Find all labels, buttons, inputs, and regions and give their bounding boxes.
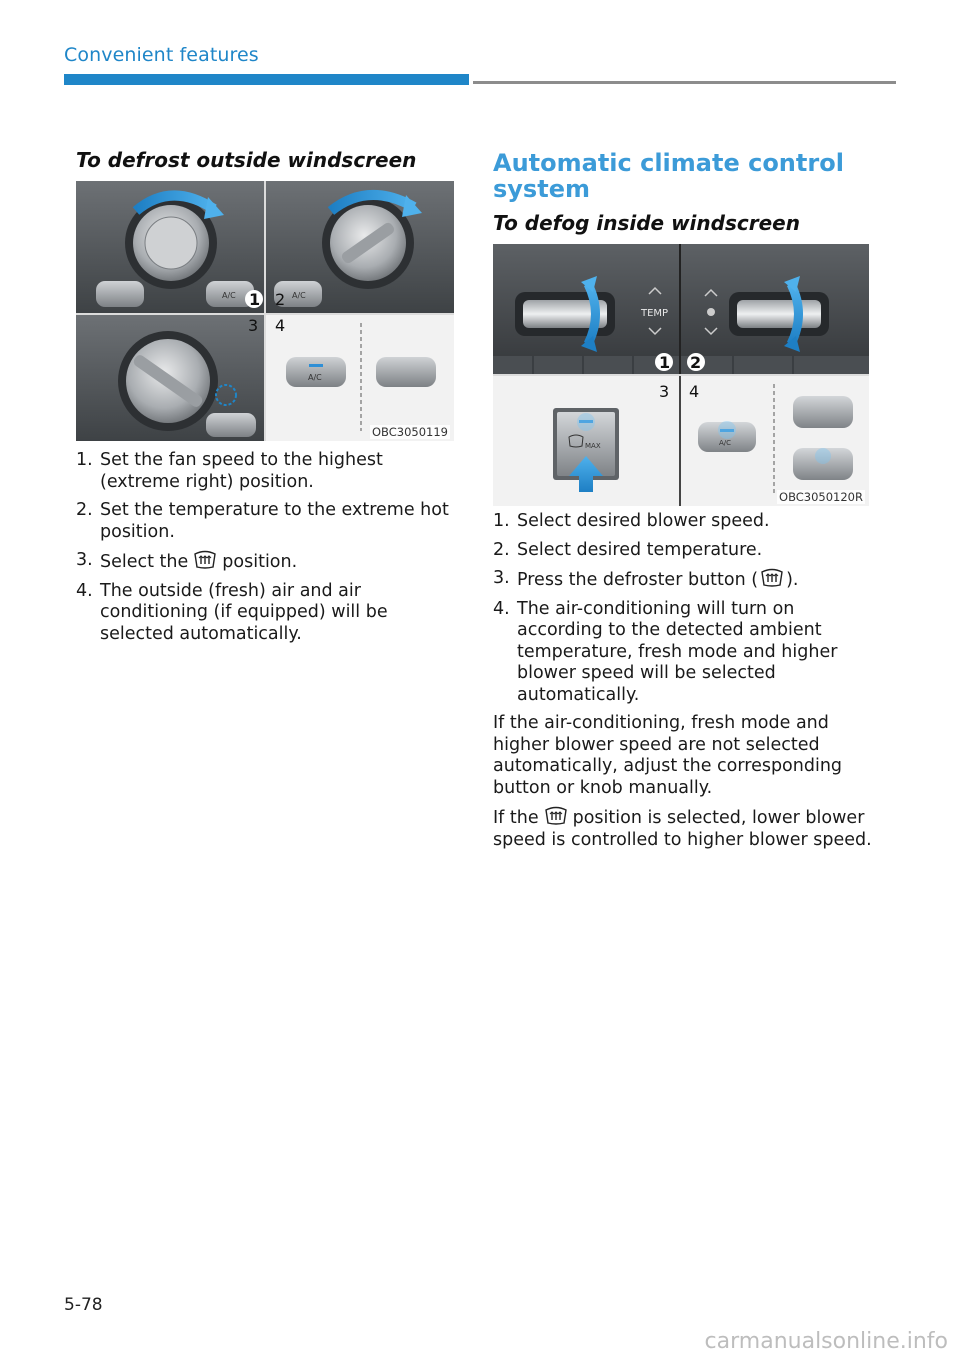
defrost-icon	[543, 806, 569, 826]
right-step-4	[493, 599, 873, 707]
right-paragraph-2-post: position is selected, lower blower speed is controlled to higher blower speed.	[493, 808, 872, 850]
left-step-1-num: 1.	[76, 450, 93, 470]
left-steps-list	[76, 450, 456, 652]
right-step-4-num: 4.	[493, 598, 510, 619]
right-subheading: To defog inside windscreen	[493, 211, 800, 235]
left-fig-ac-label-3: A/C	[308, 373, 322, 382]
left-fig-callout-2: 2	[275, 290, 286, 309]
left-fig-ac-label-2: A/C	[292, 291, 306, 300]
right-fig-max-label: MAX	[585, 442, 601, 450]
left-fig-ac-label-1: A/C	[222, 291, 236, 300]
right-step-3-post: ).	[786, 570, 799, 590]
left-step-3-post: position.	[222, 552, 298, 572]
right-steps-list	[493, 511, 873, 706]
figure-defog-inside	[493, 244, 869, 506]
left-step-1	[76, 450, 456, 493]
left-figure-code: OBC3050119	[372, 425, 448, 439]
figure-defrost-outside-illustration	[76, 181, 454, 441]
left-step-1-text: Set the fan speed to the highest (extreme right) position.	[100, 450, 383, 492]
left-fig-callout-1: 1	[249, 290, 261, 309]
right-step-2	[493, 540, 873, 562]
left-step-2-num: 2.	[76, 500, 93, 520]
left-step-2-text: Set the temperature to the extreme hot position.	[100, 500, 449, 542]
right-step-2-text: Select desired temperature.	[517, 539, 763, 560]
right-step-2-num: 2.	[493, 539, 510, 560]
right-section-title: Automatic climate control system	[493, 149, 844, 203]
page-number: 5-78	[64, 1295, 103, 1315]
watermark: carmanualsonline.info	[704, 1329, 948, 1354]
right-paragraph-2	[493, 806, 873, 851]
right-body	[493, 511, 873, 858]
right-fig-callout-3: 3	[659, 382, 670, 401]
right-paragraph-1: If the air-conditioning, fresh mode and higher blower speed are not selected automatically, adjust the corresponding button or knob manually.	[493, 713, 843, 798]
defrost-icon	[192, 550, 218, 570]
right-step-1-text: Select desired blower speed.	[517, 511, 770, 531]
left-step-4-text: The outside (fresh) air and air conditioning (if equipped) will be selected automatically.	[100, 580, 388, 644]
defrost-icon	[759, 568, 785, 588]
right-step-4-text: The air-conditioning will turn on according to the detected ambient temperature, fresh mode and higher blower speed will be selected automatically.	[517, 598, 838, 705]
left-fig-callout-4: 4	[275, 316, 286, 335]
header-accent-bar	[64, 74, 469, 85]
header-rule	[473, 81, 896, 84]
left-step-3-pre: Select the	[100, 552, 189, 572]
right-fig-callout-2: 2	[690, 353, 702, 372]
right-fig-callout-4: 4	[689, 382, 700, 401]
right-fig-temp-label: TEMP	[641, 308, 669, 319]
left-step-4	[76, 581, 456, 646]
right-step-3-num: 3.	[493, 568, 510, 588]
right-fig-ac-label: A/C	[719, 439, 732, 447]
header-section-title: Convenient features	[64, 44, 259, 66]
left-step-4-num: 4.	[76, 580, 93, 601]
left-fig-callout-3: 3	[248, 316, 259, 335]
right-step-1-num: 1.	[493, 511, 510, 531]
right-step-3-pre: Press the defroster button (	[517, 570, 759, 590]
right-fig-callout-1: 1	[659, 353, 671, 372]
figure-defog-inside-illustration	[493, 244, 869, 506]
left-step-3	[76, 550, 456, 574]
left-step-3-num: 3.	[76, 550, 93, 570]
right-step-3	[493, 568, 873, 592]
left-step-2	[76, 500, 456, 543]
right-step-1	[493, 511, 873, 533]
right-paragraph-2-pre: If the	[493, 808, 539, 828]
figure-defrost-outside	[76, 181, 454, 441]
left-subheading: To defrost outside windscreen	[76, 148, 417, 172]
right-figure-code: OBC3050120R	[779, 490, 863, 504]
